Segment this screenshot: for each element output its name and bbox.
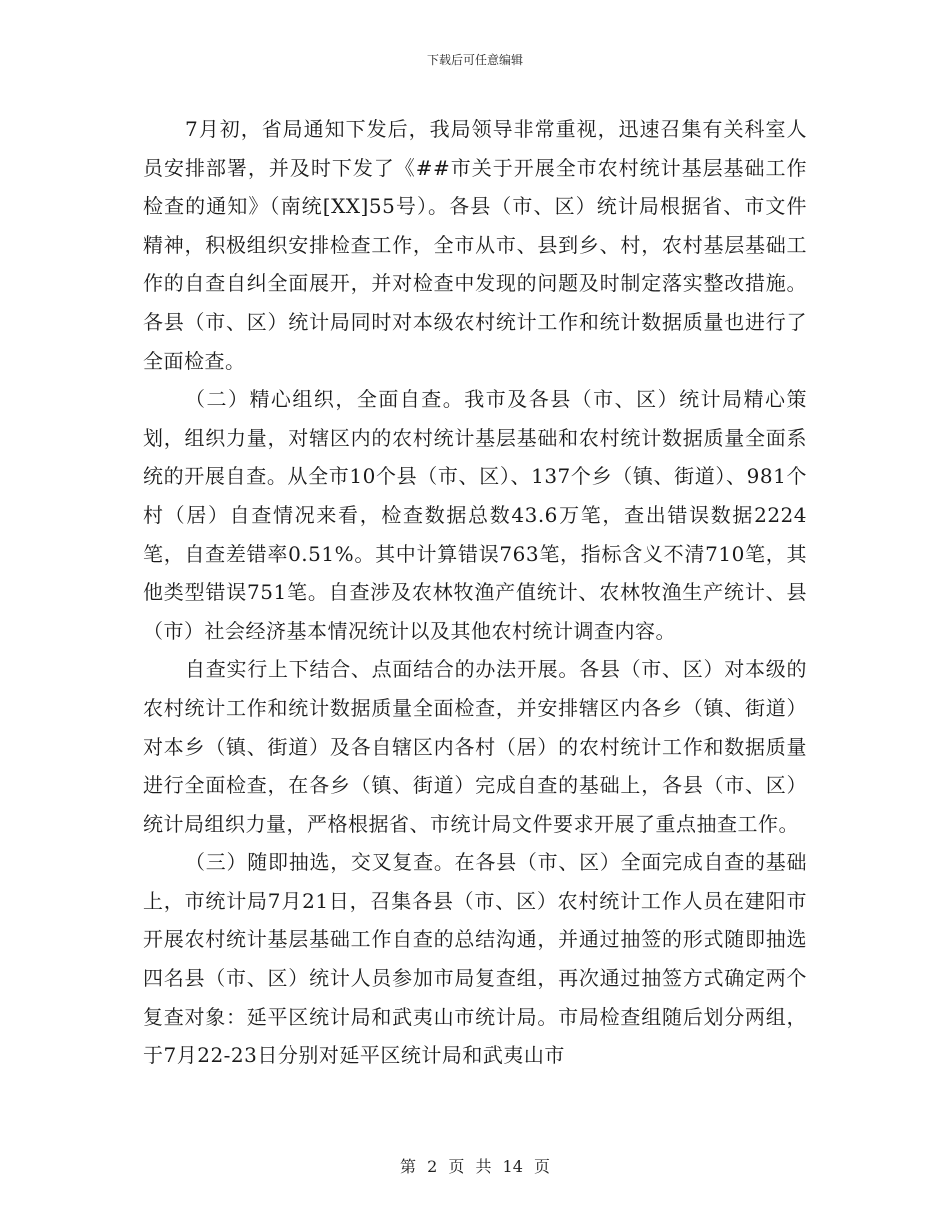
page-header: 下载后可任意编辑 [426,53,523,67]
paragraph-intro: 7月初，省局通知下发后，我局领导非常重视，迅速召集有关科室人员安排部署，并及时下发了《##市关于开展全市农村统计基层基础工作检查的通知》（南统[XX]55号）。各县（市、区）统计局根据省、市文件精神，积极组织安排检查工作，全市从市、县到乡、村，农村基层基础工作的自查自纠全面展开，并对检查中发现的问题及时制定落实整改措施。各县（市、区）统计局同时对本级农村统计工作和统计数据质量也进行了全面检查。 [143,117,807,373]
page-number: 第 2 页 共 14 页 [400,1157,550,1176]
document-body [143,110,807,1075]
paragraph-section-3: （三）随即抽选，交叉复查。在各县（市、区）全面完成自查的基础上，市统计局7月21日，召集各县（市、区）农村统计工作人员在建阳市开展农村统计基层基础工作自查的总结沟通，并通过抽签的形式随即抽选四名县（市、区）统计人员参加市局复查组，再次通过抽签方式确定两个复查对象：延平区统计局和武夷山市统计局。市局检查组随后划分两组，于7月22-23日分别对延平区统计局和武夷山市 [143,850,807,1068]
paragraph-section-2: （二）精心组织，全面自查。我市及各县（市、区）统计局精心策划，组织力量，对辖区内的农村统计基层基础和农村统计数据质量全面系统的开展自查。从全市10个县（市、区）、137个乡（镇、街道）、981个村（居）自查情况来看，检查数据总数43.6万笔，查出错误数据2224笔，自查差错率0.51%。其中计算错误763笔，指标含义不清710笔，其他类型错误751笔。自查涉及农林牧渔产值统计、农林牧渔生产统计、县（市）社会经济基本情况统计以及其他农村统计调查内容。 [143,387,807,643]
paragraph-self-check: 自查实行上下结合、点面结合的办法开展。各县（市、区）对本级的农村统计工作和统计数据质量全面检查，并安排辖区内各乡（镇、街道）对本乡（镇、街道）及各自辖区内各村（居）的农村统计工作和数据质量进行全面检查，在各乡（镇、街道）完成自查的基础上，各县（市、区）统计局组织力量，严格根据省、市统计局文件要求开展了重点抽查工作。 [143,657,807,836]
